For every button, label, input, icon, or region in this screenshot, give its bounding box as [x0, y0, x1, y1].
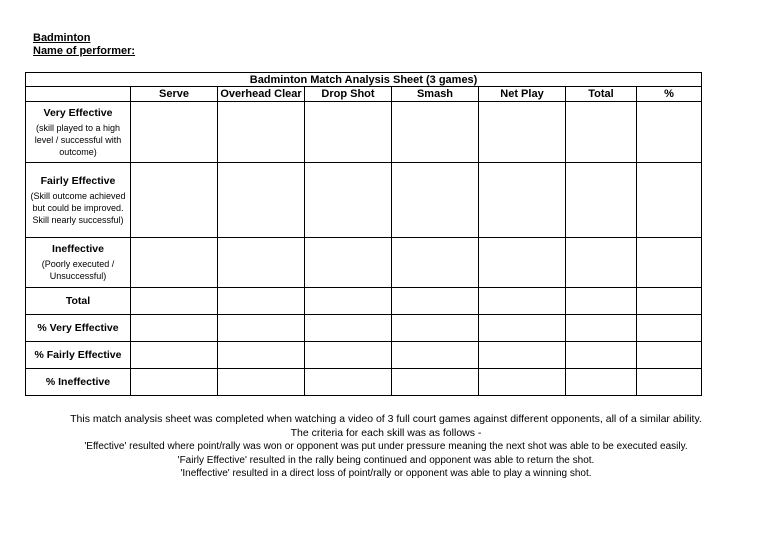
header-overhead-clear: Overhead Clear — [218, 87, 305, 102]
header-blank — [26, 87, 131, 102]
document-title: Badminton — [33, 32, 91, 44]
cell-input[interactable] — [305, 342, 392, 369]
row-label-pct-very-effective: % Very Effective — [26, 315, 131, 342]
cell-input[interactable] — [637, 342, 702, 369]
table-row — [26, 163, 702, 238]
cell-input[interactable] — [218, 163, 305, 238]
header-total: Total — [566, 87, 637, 102]
cell-input[interactable] — [131, 315, 218, 342]
cell-input[interactable] — [566, 369, 637, 396]
row-label-very-effective: Very Effective (skill played to a high level / successful with outcome) — [26, 102, 131, 163]
cell-input[interactable] — [131, 342, 218, 369]
cell-input[interactable] — [479, 369, 566, 396]
cell-input[interactable] — [305, 163, 392, 238]
cell-input[interactable] — [637, 163, 702, 238]
row-label-ineffective: Ineffective (Poorly executed / Unsuccessful) — [26, 238, 131, 288]
cell-input[interactable] — [392, 315, 479, 342]
cell-input[interactable] — [637, 102, 702, 163]
row-label-total: Total — [26, 288, 131, 315]
cell-input[interactable] — [218, 288, 305, 315]
header-smash: Smash — [392, 87, 479, 102]
cell-input[interactable] — [305, 288, 392, 315]
analysis-notes — [25, 413, 747, 481]
note-line: The criteria for each skill was as follows - — [290, 426, 482, 439]
cell-input[interactable] — [218, 342, 305, 369]
cell-input[interactable] — [131, 163, 218, 238]
cell-input[interactable] — [479, 102, 566, 163]
table-row — [26, 238, 702, 288]
cell-input[interactable] — [218, 369, 305, 396]
cell-input[interactable] — [566, 238, 637, 288]
cell-input[interactable] — [131, 288, 218, 315]
analysis-table — [25, 72, 702, 396]
table-row — [26, 315, 702, 342]
table-row — [26, 288, 702, 315]
table-row — [26, 369, 702, 396]
performer-name-label: Name of performer: — [33, 45, 136, 57]
table-row — [26, 102, 702, 163]
cell-input[interactable] — [131, 102, 218, 163]
cell-input[interactable] — [566, 288, 637, 315]
table-caption: Badminton Match Analysis Sheet (3 games) — [26, 73, 702, 87]
cell-input[interactable] — [637, 288, 702, 315]
cell-input[interactable] — [392, 163, 479, 238]
cell-input[interactable] — [566, 163, 637, 238]
table-row — [26, 342, 702, 369]
header-percent: % — [637, 87, 702, 102]
cell-input[interactable] — [479, 238, 566, 288]
note-line: 'Ineffective' resulted in a direct loss of point/rally or opponent was able to play a winning shot. — [180, 468, 592, 479]
cell-input[interactable] — [479, 315, 566, 342]
cell-input[interactable] — [479, 163, 566, 238]
cell-input[interactable] — [392, 102, 479, 163]
cell-input[interactable] — [305, 102, 392, 163]
cell-input[interactable] — [392, 288, 479, 315]
cell-input[interactable] — [218, 315, 305, 342]
cell-input[interactable] — [305, 369, 392, 396]
cell-input[interactable] — [637, 238, 702, 288]
cell-input[interactable] — [131, 238, 218, 288]
row-label-pct-ineffective: % Ineffective — [26, 369, 131, 396]
document-heading — [33, 32, 135, 58]
cell-input[interactable] — [131, 369, 218, 396]
cell-input[interactable] — [566, 315, 637, 342]
header-drop-shot: Drop Shot — [305, 87, 392, 102]
cell-input[interactable] — [637, 369, 702, 396]
cell-input[interactable] — [305, 238, 392, 288]
note-line: 'Effective' resulted where point/rally was won or opponent was put under pressure meaning the next shot was able to be executed easily. — [84, 441, 688, 452]
cell-input[interactable] — [218, 238, 305, 288]
cell-input[interactable] — [392, 369, 479, 396]
cell-input[interactable] — [392, 342, 479, 369]
cell-input[interactable] — [305, 315, 392, 342]
cell-input[interactable] — [392, 238, 479, 288]
header-serve: Serve — [131, 87, 218, 102]
cell-input[interactable] — [637, 315, 702, 342]
cell-input[interactable] — [566, 102, 637, 163]
cell-input[interactable] — [479, 288, 566, 315]
header-net-play: Net Play — [479, 87, 566, 102]
cell-input[interactable] — [479, 342, 566, 369]
note-line: 'Fairly Effective' resulted in the rally being continued and opponent was able to return the shot. — [177, 454, 595, 466]
row-label-fairly-effective: Fairly Effective (Skill outcome achieved but could be improved. Skill nearly successful) — [26, 163, 131, 238]
row-label-pct-fairly-effective: % Fairly Effective — [26, 342, 131, 369]
note-line: This match analysis sheet was completed when watching a video of 3 full court games against different opponents, all of a similar ability. — [70, 413, 702, 425]
cell-input[interactable] — [566, 342, 637, 369]
cell-input[interactable] — [218, 102, 305, 163]
